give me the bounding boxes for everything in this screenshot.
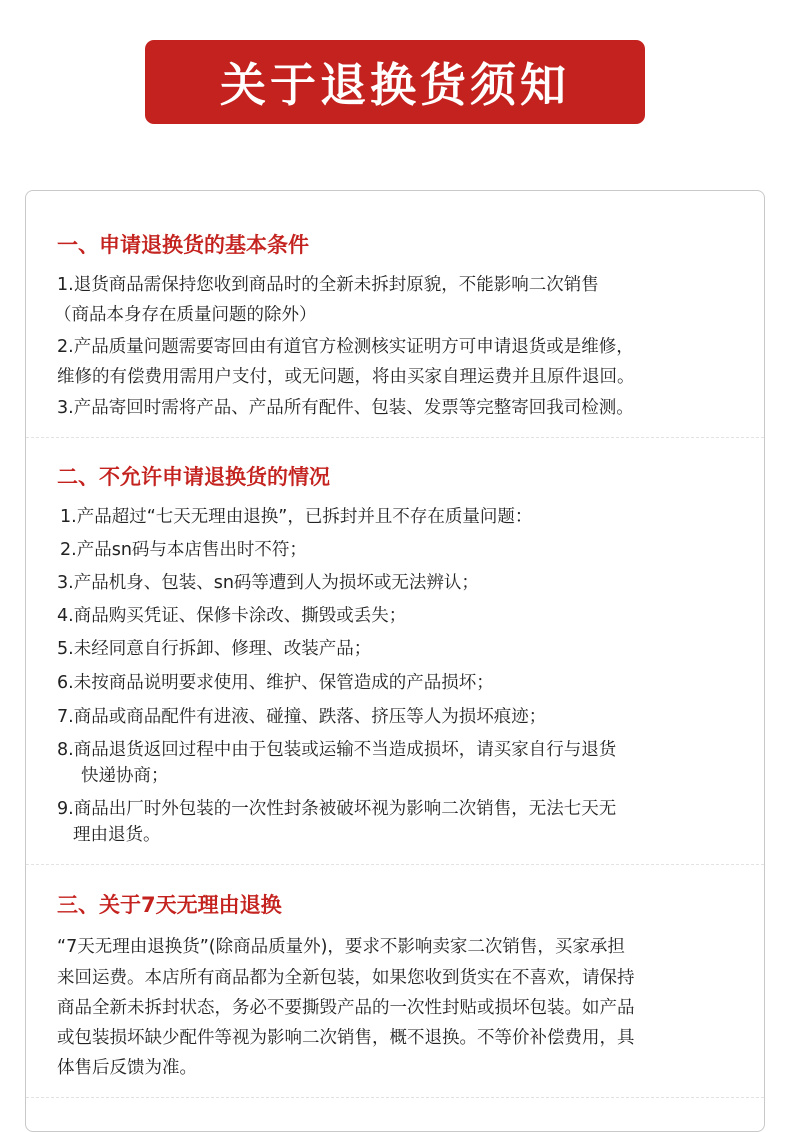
title-banner [145,40,645,124]
section-3-line-1: “7天无理由退换货”(除商品质量外)，要求不影响卖家二次销售，买家承担 [57,937,625,957]
section-2-line-4: 4.商品购买凭证、保修卡涂改、撕毁或丢失； [57,606,407,626]
section-2-line-6: 6.未按商品说明要求使用、维护、保管造成的产品损坏； [57,673,494,693]
page-title: 关于退换货须知 [220,58,570,112]
section-2-line-11: 理由退货。 [73,825,161,845]
section-1-line-4: 维修的有偿费用需用户支付，或无问题，将由买家自理运费并且原件退回。 [57,367,635,387]
section-1-heading: 一、申请退换货的基本条件 [57,233,309,257]
section-3-line-2: 来回运费。本店所有商品都为全新包装，如果您收到货实在不喜欢，请保持 [57,968,635,988]
section-2-line-10: 9.商品出厂时外包装的一次性封条被破坏视为影响二次销售，无法七天无 [57,799,617,819]
section-3-heading: 三、关于7天无理由退换 [57,893,282,917]
section-1-line-1: 1.退货商品需保持您收到商品时的全新未拆封原貌，不能影响二次销售 [57,275,599,295]
section-2-line-1: 1.产品超过“七天无理由退换”，已拆封并且不存在质量问题： [60,507,533,527]
section-2-line-2: 2.产品sn码与本店售出时不符； [60,540,307,560]
section-3-line-5: 体售后反馈为准。 [57,1058,197,1078]
notice-card [25,190,765,1132]
section-divider-1 [26,437,764,438]
section-2-line-7: 7.商品或商品配件有进液、碰撞、跌落、挤压等人为损坏痕迹； [57,707,547,727]
section-2-heading: 二、不允许申请退换货的情况 [57,465,330,489]
section-1-line-5: 3.产品寄回时需将产品、产品所有配件、包装、发票等完整寄回我司检测。 [57,398,634,418]
section-divider-3 [26,1097,764,1098]
section-divider-2 [26,864,764,865]
section-2-line-3: 3.产品机身、包装、sn码等遭到人为损坏或无法辨认； [57,573,479,593]
section-3-line-4: 或包装损坏缺少配件等视为影响二次销售，概不退换。不等价补偿费用，具 [57,1028,635,1048]
section-2-line-8: 8.商品退货返回过程中由于包装或运输不当造成损坏，请买家自行与退货 [57,740,617,760]
section-2-line-5: 5.未经同意自行拆卸、修理、改装产品； [57,639,372,659]
section-1-line-3: 2.产品质量问题需要寄回由有道官方检测核实证明方可申请退货或是维修， [57,337,634,357]
section-3-line-3: 商品全新未拆封状态，务必不要撕毁产品的一次性封贴或损坏包装。如产品 [57,998,635,1018]
section-2-line-9: 快递协商； [81,766,169,786]
section-1-line-2: （商品本身存在质量问题的除外） [54,305,317,325]
